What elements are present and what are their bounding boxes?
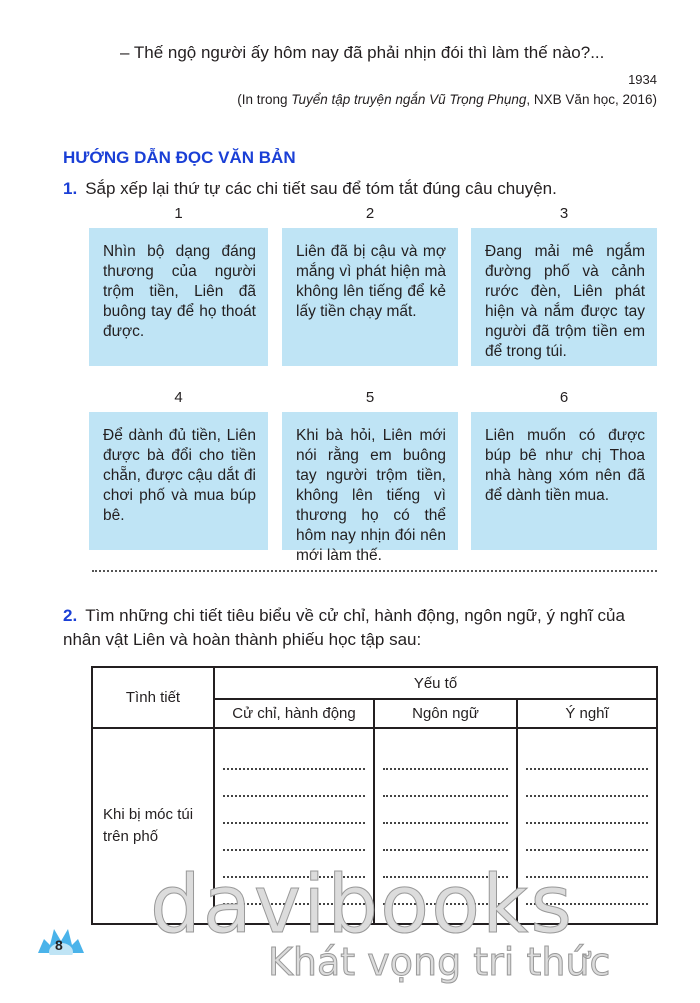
story-quote: – Thế ngộ người ấy hôm nay đã phải nhịn đói thì làm thế nào?... xyxy=(120,43,605,62)
header-group: Yếu tố xyxy=(214,667,657,699)
question-number: 1. xyxy=(63,179,78,198)
source-prefix: (In trong xyxy=(237,92,292,107)
story-year: 1934 xyxy=(628,72,657,87)
header-language: Ngôn ngữ xyxy=(374,699,517,728)
card-number: 2 xyxy=(365,205,375,222)
watermark-brand: davibooks xyxy=(150,858,575,951)
dotted-line xyxy=(383,743,508,770)
dotted-line xyxy=(223,824,365,851)
source-title: Tuyển tập truyện ngắn Vũ Trọng Phụng xyxy=(291,92,527,107)
dotted-line xyxy=(223,743,365,770)
question-1 xyxy=(63,177,663,201)
detail-card: Khi bà hỏi, Liên mới nói rằng em buông tay người trộm tiền, không lên tiếng vì thương họ có thể hôm nay nhịn đói nên mới làm thế. xyxy=(282,412,458,550)
dotted-line xyxy=(383,824,508,851)
answer-line xyxy=(92,570,657,572)
question-2 xyxy=(63,604,663,652)
detail-card: Nhìn bộ dạng đáng thương của người trộm tiền, Liên đã buông tay để họ thoát được. xyxy=(89,228,268,366)
card-number: 3 xyxy=(559,205,569,222)
dotted-line xyxy=(526,743,648,770)
header-thought: Ý nghĩ xyxy=(517,699,657,728)
dotted-line xyxy=(383,797,508,824)
card-number: 6 xyxy=(559,389,569,406)
dotted-line xyxy=(526,770,648,797)
detail-card: Liên muốn có được búp bê như chị Thoa nhà hàng xóm nên đã để dành tiền mua. xyxy=(471,412,657,550)
page-number-badge xyxy=(36,925,86,955)
source-citation xyxy=(237,92,657,107)
source-suffix: , NXB Văn học, 2016) xyxy=(526,92,657,107)
question-number: 2. xyxy=(63,606,78,625)
dotted-line xyxy=(223,770,365,797)
row-label: Khi bị móc túi trên phố xyxy=(92,728,214,924)
watermark-slogan: Khát vọng tri thức xyxy=(268,940,611,984)
card-number: 1 xyxy=(174,205,183,222)
card-number: 5 xyxy=(365,389,375,406)
section-heading: HƯỚNG DẪN ĐỌC VĂN BẢN xyxy=(63,148,296,167)
detail-card: Để dành đủ tiền, Liên được bà đổi cho tiền chẵn, được cậu dắt đi chơi phố và mua búp bê. xyxy=(89,412,268,550)
dotted-line xyxy=(223,797,365,824)
question-text: Tìm những chi tiết tiêu biểu về cử chỉ, hành động, ngôn ngữ, ý nghĩ của nhân vật Liên và hoàn thành phiếu học tập sau: xyxy=(63,606,625,649)
header-action: Cử chỉ, hành động xyxy=(214,699,374,728)
detail-card: Đang mải mê ngắm đường phố và cảnh rước đèn, Liên phát hiện và nắm được tay người đã trộm tiền em để trong túi. xyxy=(471,228,657,366)
question-text: Sắp xếp lại thứ tự các chi tiết sau để tóm tắt đúng câu chuyện. xyxy=(85,179,557,198)
detail-card: Liên đã bị cậu và mợ mắng vì phát hiện mà không lên tiếng để kẻ lấy tiền chạy mất. xyxy=(282,228,458,366)
page-number: 8 xyxy=(55,937,63,953)
dotted-line xyxy=(526,824,648,851)
dotted-line xyxy=(526,797,648,824)
card-number: 4 xyxy=(174,389,183,406)
header-detail: Tình tiết xyxy=(92,667,214,728)
dotted-line xyxy=(383,770,508,797)
